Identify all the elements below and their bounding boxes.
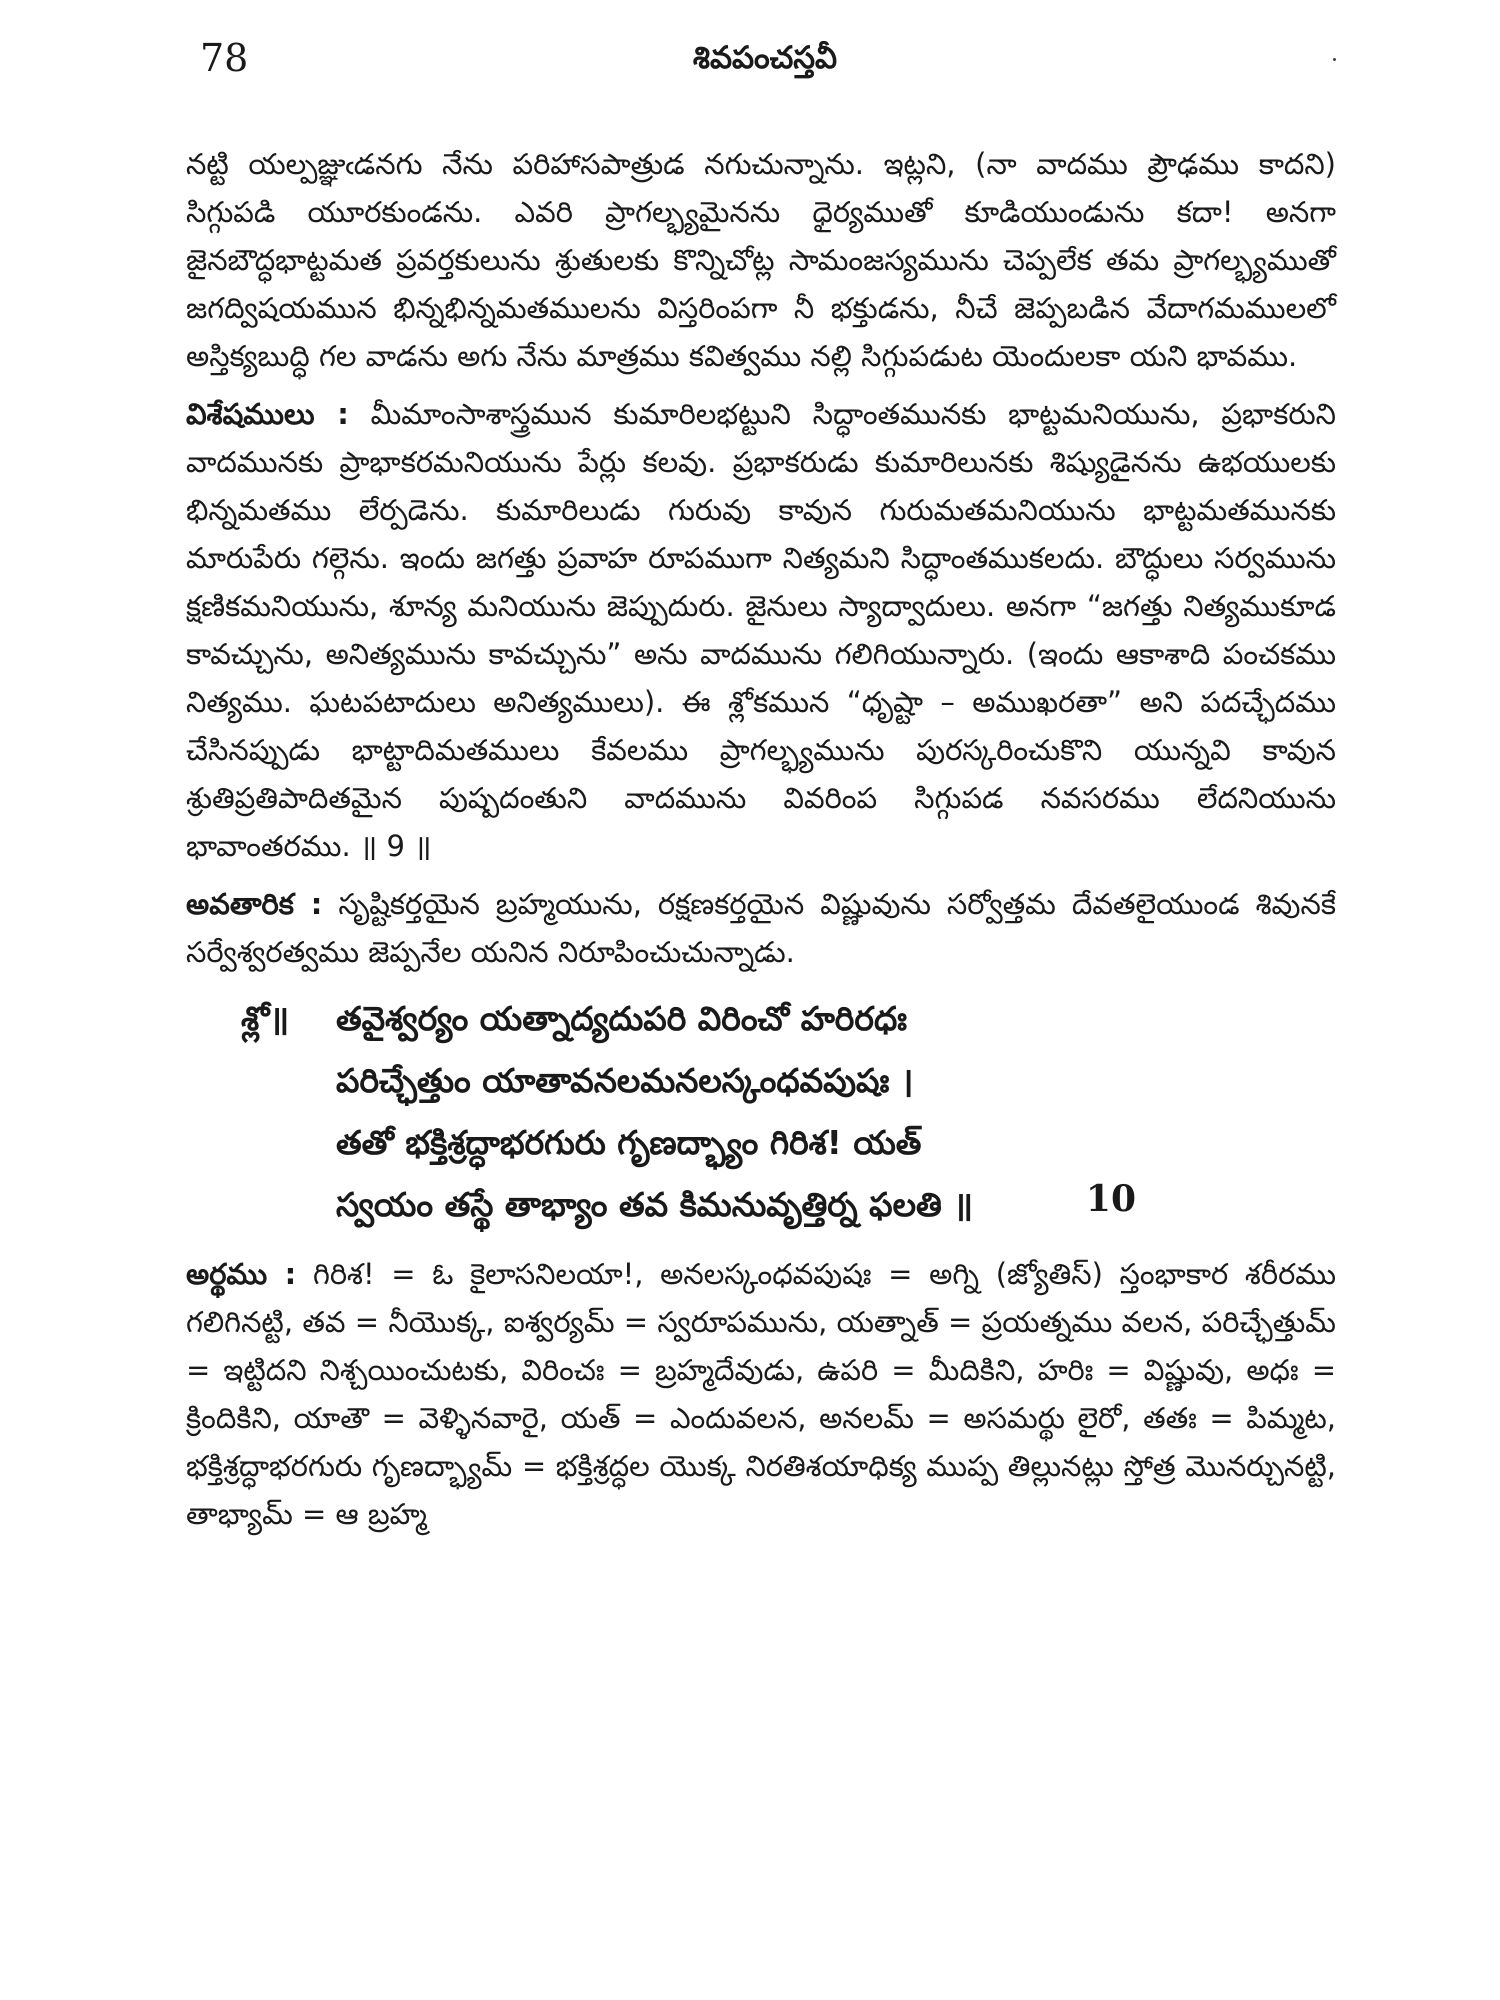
page-header [200, 28, 1330, 98]
shloka-line [241, 1174, 1336, 1236]
shloka-number: 10 [1085, 1178, 1136, 1220]
shloka-line-text: పరిచ్ఛేత్తుం యాతావనలమనలస్కంధవపుషః । [336, 1061, 914, 1100]
shloka-block [241, 988, 1336, 1236]
paragraph-visheshamulu [186, 390, 1336, 870]
shloka-line [241, 1050, 1336, 1112]
section-label-visheshamulu: విశేషములు : [186, 397, 349, 431]
scan-speck [1333, 58, 1336, 61]
shloka-marker: శ్లో॥ [241, 999, 290, 1038]
paragraph-avatarika [186, 880, 1336, 976]
paragraph-arthamu [186, 1250, 1336, 1538]
paragraph-text: గిరిశ! = ఓ కైలాసనిలయా!, అనలస్కంధవపుషః = అగ్ని (జ్యోతిస్) స్తంభాకార శరీరము గలిగినట్టి, తవ = నీయొక్క, ఐశ్వర్యమ్ = స్వరూపమును, యత్నాత్ = ప్రయత్నము వలన, పరిచ్ఛేత్తుమ్ = ఇట్టిదని నిశ్చయించుటకు, విరించః = బ్రహ్మదేవుడు, ఉపరి = మీదికిని, హరిః = విష్ణువు, అధః = క్రిందికిని, యాతౌ = వెళ్ళినవారై, యత్ = ఎందువలన, అనలమ్ = అసమర్థు లైరో, తతః = పిమ్మట, భక్తిశ్రద్ధాభరగురు గృణద్భ్యామ్ = భక్తిశ్రద్ధల యొక్క నిరతిశయాధిక్య ముప్ప తిల్లునట్లు స్తోత్ర మొనర్చునట్టి, తాభ్యామ్ = ఆ బ్రహ్మ [186, 1257, 1336, 1531]
shloka-line-text: తవైశ్వర్యం యత్నాద్యదుపరి విరించో హరిరధః [336, 999, 908, 1038]
shloka-line-text: స్వయం తస్థే తాభ్యాం తవ కిమనువృత్తిర్న ఫలతి ॥ [336, 1185, 974, 1224]
page-number: 78 [200, 36, 249, 80]
shloka-line-text: తతో భక్తిశ్రద్ధాభరగురు గృణద్భ్యాం గిరిశ! యత్ [336, 1123, 922, 1162]
running-title: శివపంచస్తవీ [692, 40, 838, 76]
paragraph-text: సృష్టికర్తయైన బ్రహ్మయును, రక్షణకర్తయైన విష్ణువును సర్వోత్తమ దేవతలైయుండ శివునకే సర్వేశ్వరత్వము జెప్పనేల యనిన నిరూపించుచున్నాడు. [186, 887, 1336, 969]
section-label-avatarika: అవతారిక : [186, 887, 323, 921]
paragraph-commentary: నట్టి యల్పజ్ఞుఁడనగు నేను పరిహాసపాత్రుడ నగుచున్నాను. ఇట్లని, (నా వాదము ప్రౌఢము కాదని) సిగ్గుపడి యూరకుండను. ఎవరి ప్రాగల్భ్యమైనను ధైర్యముతో కూడియుండును కదా! అనగా జైనబౌద్ధభాట్టమత ప్రవర్తకులును శ్రుతులకు కొన్నిచోట్ల సామంజస్యమును చెప్పలేక తమ ప్రాగల్భ్యముతో జగద్విషయమున భిన్నభిన్నమతములను విస్తరింపగా నీ భక్తుడను, నీచే జెప్పబడిన వేదాగమములలో అస్తిక్యబుద్ధి గల వాడను అగు నేను మాత్రము కవిత్వము నల్లి సిగ్గుపడుట యెందులకా యని భావము. [186, 147, 1336, 373]
page-body [186, 140, 1336, 1548]
shloka-line [241, 1112, 1336, 1174]
section-label-arthamu: అర్థము : [186, 1257, 297, 1291]
shloka-line [241, 988, 1336, 1050]
paragraph-text: మీమాంసాశాస్త్రమున కుమారిలభట్టుని సిద్ధాంతమునకు భాట్టమనియును, ప్రభాకరుని వాదమునకు ప్రాభాకరమనియును పేర్లు కలవు. ప్రభాకరుడు కుమారిలునకు శిష్యుడైనను ఉభయులకు భిన్నమతము లేర్పడెను. కుమారిలుడు గురువు కావున గురుమతమనియును భాట్టమతమునకు మారుపేరు గల్గెను. ఇందు జగత్తు ప్రవాహ రూపముగా నిత్యమని సిద్ధాంతముకలదు. బౌద్ధులు సర్వమును క్షణికమనియును, శూన్య మనియును జెప్పుదురు. జైనులు స్యాద్వాదులు. అనగా “జగత్తు నిత్యముకూడ కావచ్చును, అనిత్యమును కావచ్చును” అను వాదమును గలిగియున్నారు. (ఇందు ఆకాశాది పంచకము నిత్యము. ఘటపటాదులు అనిత్యములు). ఈ శ్లోకమున “ధృష్టా – అముఖరతా” అని పదచ్ఛేదము చేసినప్పుడు భాట్టాదిమతములు కేవలము ప్రాగల్భ్యమును పురస్కరించుకొని యున్నవి కావున శ్రుతిప్రతిపాదితమైన పుష్పదంతుని వాదమును వివరింప సిగ్గుపడ నవసరము లేదనియును భావాంతరము. ॥ 9 ॥ [186, 397, 1336, 863]
